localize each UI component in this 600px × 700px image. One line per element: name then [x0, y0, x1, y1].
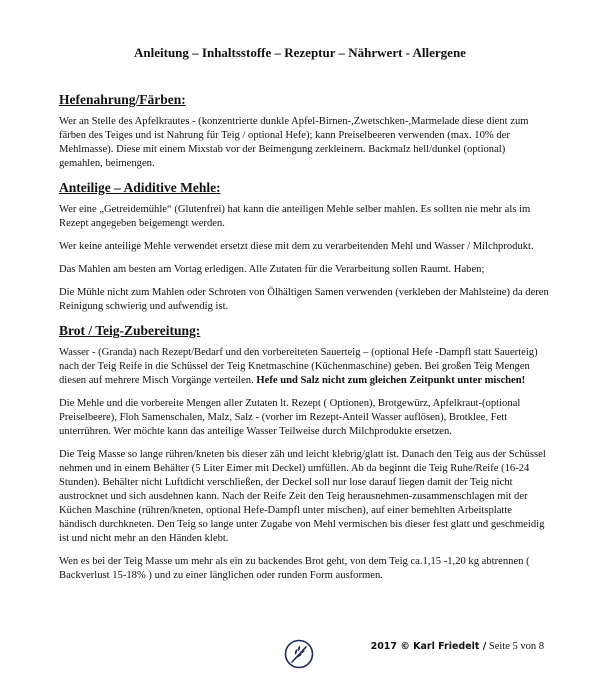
section-brot-zubereitung: [59, 323, 549, 583]
section-anteilige-mehle: [59, 180, 549, 314]
paragraph: Wer an Stelle des Apfelkrautes - (konzentrierte dunkle Apfel-Birnen-,Zwetschken-,Marmelade diese dient zum färben des Teiges und ist Nahrung für Teig / optional Hefe); kann Preiselbeeren verwenden (max. 10% der Mehlmasse). Diese mit einem Mixstab vor der Beimengung zerkleinern. Backmalz hell/dunkel (optional) gemahlen, beimengen.: [59, 116, 529, 169]
footer-text: [371, 641, 544, 652]
wheat-circle-logo-icon: [284, 639, 314, 669]
warning-text: Hefe und Salz nicht zum gleichen Zeitpunkt unter mischen!: [256, 375, 526, 386]
section-heading: Hefenahrung/Färben:: [59, 92, 186, 107]
page-number: Seite 5 von 8: [486, 641, 544, 652]
document-title: Anleitung – Inhaltsstoffe – Rezeptur – Nährwert - Allergene: [134, 45, 466, 60]
paragraph: Die Teig Masse so lange rühren/kneten bis dieser zäh und leicht klebrig/glatt ist. Danach den Teig aus der Schüssel nehmen und in einem Behälter (5 Liter Eimer mit Deckel) umfüllen. Ab da beginnt die Teig Ruhe/Reife (16-24 Stunden). Behälter nicht Luftdicht verschließen, der Deckel soll nur lose darauf liegen damit der Teig nicht austrocknet und sich ausdehnen kann. Nach der Reife Zeit den Teig herausnehmen-zusammenschlagen mit der Küchen Maschine (rühren/kneten, optional Hefe-Dampfl unter mischen), auf einer bemehlten Arbeitsplatte händisch durchkneten. Den Teig so lange unter Zugabe von Mehl vermischen bis dieser fest glatt und geschmeidig ist und nicht mehr an den Händen klebt.: [59, 449, 546, 544]
paragraph: Die Mehle und die vorbereite Mengen aller Zutaten lt. Rezept ( Optionen), Brotgewürz, Apfelkraut-(optional Preiselbeere), Floh Samenschalen, Malz, Salz - (vorher im Rezept-Anteil Wasser auflösen), Brotklee, Fett unterrühren. Wer möchte kann das anteilige Wasser Teilweise durch Milchprodukte ersetzen.: [59, 398, 521, 437]
copyright: 2017 © Karl Friedelt /: [370, 641, 487, 652]
paragraph-text: Wasser - (Granda) nach Rezept/Bedarf und den vorbereiteten Sauerteig – (optional Hefe -Dampfl statt Sauerteig) nach der Teig Reife in die Schüssel der Teig Knetmaschine (Küchenmaschine) geben. Bei großen Teig Mengen diesen auf mehrere Misch Vorgänge verteilen.: [59, 347, 538, 386]
paragraph: Wer eine „Getreidemühle“ (Glutenfrei) hat kann die anteiligen Mehle selber mahlen. Es sollten nie mehr als im Rezept angegeben beigemengt werden.: [59, 204, 531, 229]
section-heading: Anteilige – Adiditive Mehle:: [59, 180, 221, 195]
section-hefenahrung: [59, 92, 549, 171]
section-heading: Brot / Teig-Zubereitung:: [59, 323, 201, 338]
paragraph: Die Mühle nicht zum Mahlen oder Schroten von Ölhältigen Samen verwenden (verkleben der Mahlsteine) da deren Reinigung schwierig und aufwendig ist.: [59, 287, 549, 312]
page-footer: [0, 638, 600, 678]
document-body: [59, 92, 549, 592]
paragraph: Wer keine anteilige Mehle verwendet ersetzt diese mit dem zu verarbeitenden Mehl und Wasser / Milchprodukt.: [59, 241, 534, 252]
paragraph: [59, 346, 549, 388]
paragraph: Das Mahlen am besten am Vortag erledigen. Alle Zutaten für die Verarbeitung sollen Raumt. Haben;: [59, 264, 485, 275]
paragraph: Wen es bei der Teig Masse um mehr als ein zu backendes Brot geht, von dem Teig ca.1,15 -1,20 kg abtrennen ( Backverlust 15-18% ) und zu einer länglichen oder runden Form ausformen.: [59, 556, 530, 581]
